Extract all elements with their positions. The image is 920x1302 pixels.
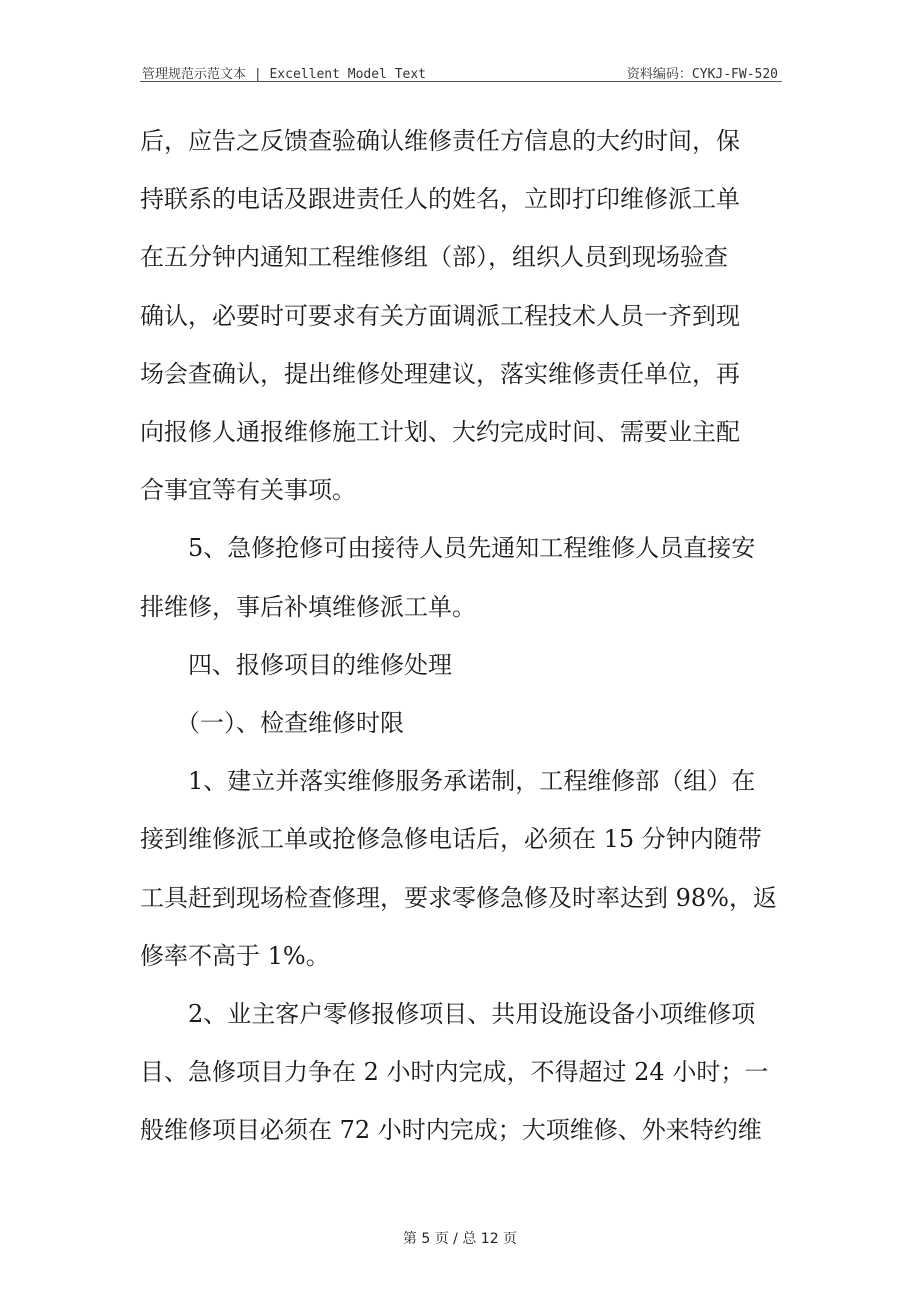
body-line: 合事宜等有关事项。 <box>140 476 356 505</box>
body-line: 工具赶到现场检查修理，要求零修急修及时率达到 98%，返 <box>140 883 777 912</box>
body-line: 场会查确认，提出维修处理建议，落实维修责任单位，再 <box>140 359 740 388</box>
body-line: 1、建立并落实维修服务承诺制，工程维修部（组）在 <box>188 767 756 796</box>
body-line: 5、急修抢修可由接待人员先通知工程维修人员直接安 <box>188 534 756 563</box>
body-line: 修率不高于 1%。 <box>140 941 330 970</box>
header-doc-code: 资料编码：CYKJ-FW-520 <box>626 67 778 82</box>
body-line: 确认，必要时可要求有关方面调派工程技术人员一齐到现 <box>140 301 740 330</box>
section-heading: 四、报修项目的维修处理 <box>188 650 452 679</box>
subsection-heading: （一）、检查维修时限 <box>176 709 404 738</box>
body-line: 般维修项目必须在 72 小时内完成；大项维修、外来特约维 <box>140 1116 762 1145</box>
body-line: 2、业主客户零修报修项目、共用设施设备小项维修项 <box>188 1000 756 1029</box>
page-footer <box>0 1228 920 1248</box>
body-line: 向报修人通报维修施工计划、大约完成时间、需要业主配 <box>140 418 740 447</box>
body-line: 排维修，事后补填维修派工单。 <box>140 592 476 621</box>
header-divider <box>140 81 782 82</box>
body-line: 在五分钟内通知工程维修组（部），组织人员到现场验查 <box>140 243 728 272</box>
page-header <box>140 60 780 82</box>
body-line: 目、急修项目力争在 2 小时内完成，不得超过 24 小时；一 <box>140 1058 769 1087</box>
body-line: 持联系的电话及跟进责任人的姓名，立即打印维修派工单 <box>140 185 740 214</box>
body-line: 接到维修派工单或抢修急修电话后，必须在 15 分钟内随带 <box>140 825 762 854</box>
page-number: 第 5 页 / 总 12 页 <box>402 1231 518 1247</box>
body-line: 后，应告之反馈查验确认维修责任方信息的大约时间，保 <box>140 127 740 155</box>
document-body <box>140 112 780 1160</box>
header-doc-type: 管理规范示范文本 | Excellent Model Text <box>142 67 427 82</box>
